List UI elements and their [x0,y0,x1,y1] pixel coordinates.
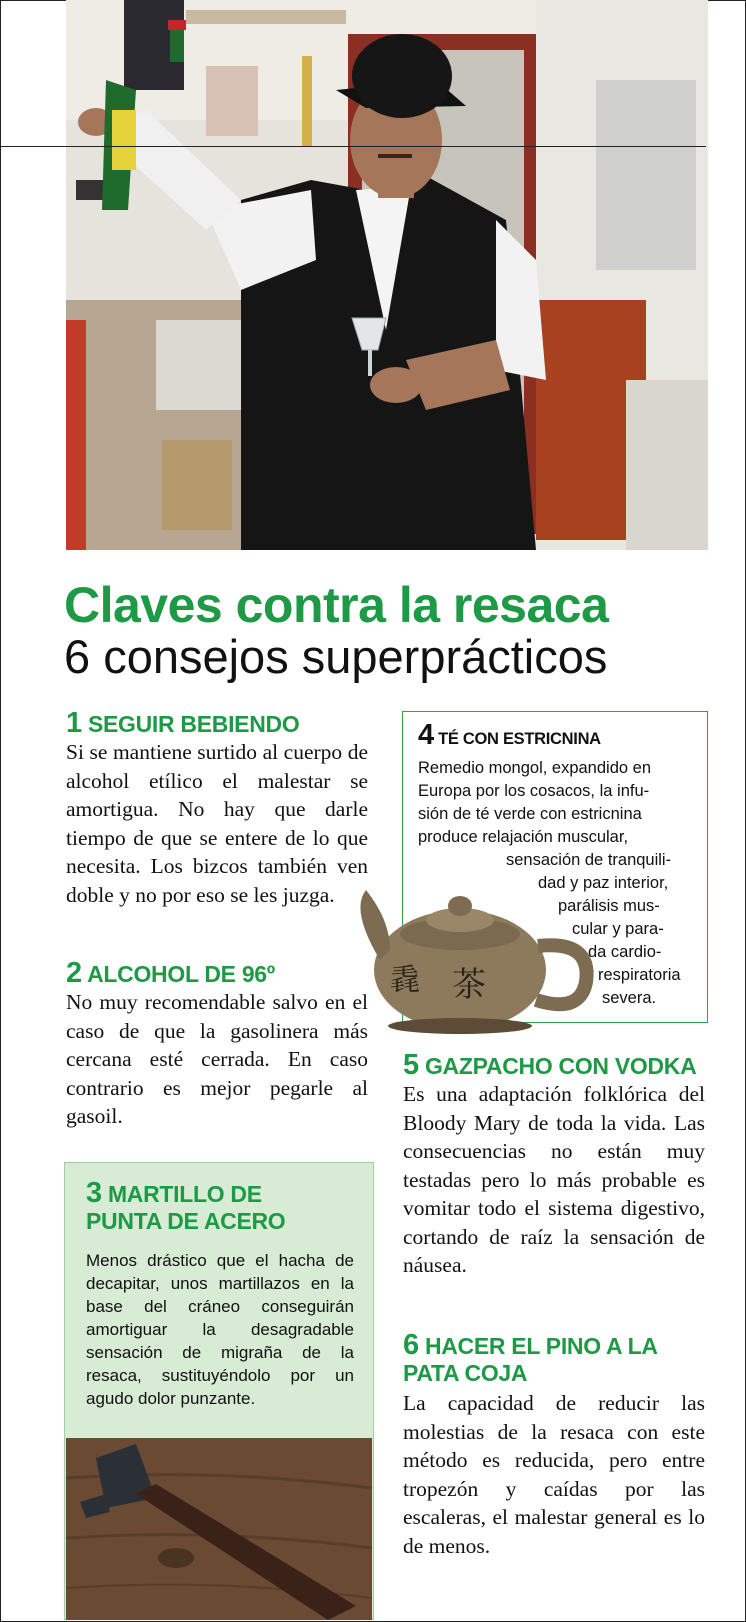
tip-2-title: ALCOHOL DE 96º [87,961,275,987]
tip-4-line-1: Remedio mongol, expandido en [418,759,651,777]
tip-4-line-10: respiratoria [598,966,681,984]
tip-3-body: Menos drástico que el hacha de decapitar, unos martillazos en la base del cráneo conseguirán amortiguar la desagradable sensación de migraña de la resaca, sustituyéndolo por un agudo dolor punzante. [86,1251,354,1408]
tip-5-number: 5 [403,1049,419,1081]
tip-6-heading [403,1329,705,1387]
page-title: Claves contra la resaca [64,577,609,633]
horizontal-rule [0,146,706,147]
tip-4-title: TÉ CON ESTRICNINA [438,730,601,748]
tip-1-title: SEGUIR BEBIENDO [87,711,300,737]
tip-3-title-line2: PUNTA DE ACERO [86,1208,286,1234]
tip-5-heading [403,1049,705,1081]
tip-2-heading [66,957,368,989]
tip-3-heading [86,1177,354,1235]
tip-2-body: No muy recomendable salvo en el caso de que la gasolinera más cercana esté cerrada. En caso contrario es mejor pegarle al gasoil. [66,990,368,1128]
tip-4-line-8: cular y para- [572,920,664,938]
svg-text:毳: 毳 [390,963,420,998]
tip-4-heading [418,719,698,751]
tip-2-number: 2 [66,957,82,989]
tip-4-number: 4 [418,719,434,751]
tip-1 [66,707,368,909]
tip-2 [66,957,368,1131]
hammer-photo [66,1438,372,1620]
teapot-photo [360,850,600,1040]
tip-6 [403,1329,705,1560]
tip-4-line-3: sión de té verde con estricnina [418,805,642,823]
tip-1-number: 1 [66,707,82,739]
tip-4-line-7: parálisis mus- [558,897,660,915]
tip-4-line-5: sensación de tranquili- [506,851,672,869]
tip-3-title-line1: MARTILLO DE [107,1181,262,1207]
tip-6-number: 6 [403,1329,419,1361]
bartender-photo [66,0,708,550]
tip-1-body: Si se mantiene surtido al cuerpo de alcohol etílico el malestar se amortigua. No hay que darle tiempo de que se entere de lo que necesita. Los bizcos también ven doble y no por eso se les juzga. [66,740,368,907]
tip-4-line-2: Europa por los cosacos, la infu- [418,782,650,800]
tip-5 [403,1049,705,1280]
tip-4-line-11: severa. [602,989,657,1007]
tip-6-title-line2: PATA COJA [403,1360,528,1386]
headline [64,578,724,682]
tip-6-title-line1: HACER EL PINO A LA [424,1333,658,1359]
page-subtitle: 6 consejos superprácticos [64,630,608,683]
tip-4-line-4: produce relajación muscular, [418,828,629,846]
tip-4-line-9: da cardio- [588,943,662,961]
tip-5-title: GAZPACHO CON VODKA [424,1053,697,1079]
tip-5-body: Es una adaptación folklórica del Bloody Mary de toda la vida. Las consecuencias no están muy testadas pero lo más probable es vomitar todo el sistema digestivo, cortando de raíz la sensación de náusea. [403,1082,705,1277]
tip-6-body: La capacidad de reducir las molestias de la resaca con este método es reducida, pero entre tropezón y caídas por las escaleras, el malestar general es lo de menos. [403,1391,705,1558]
tip-3 [86,1177,354,1410]
svg-text:茶: 茶 [452,965,486,1005]
tip-3-number: 3 [86,1177,102,1209]
tip-1-heading [66,707,368,739]
tip-4-line-6: dad y paz interior, [538,874,669,892]
